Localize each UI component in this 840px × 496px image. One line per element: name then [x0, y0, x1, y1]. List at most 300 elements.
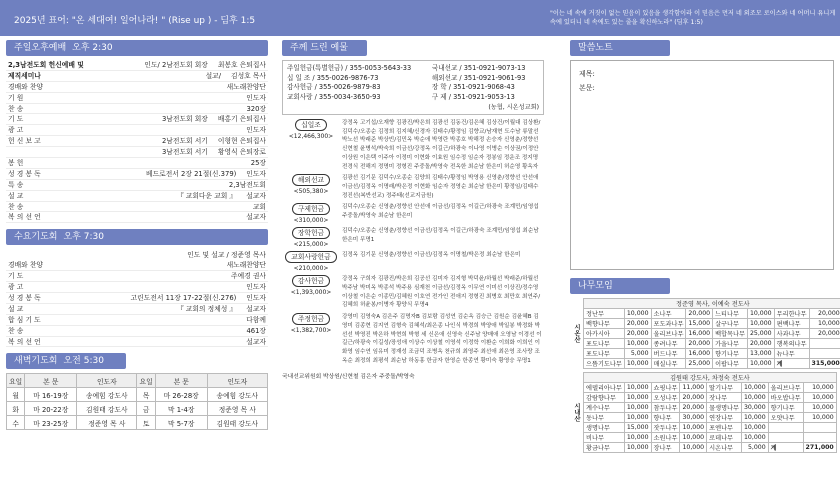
program-detail — [23, 202, 253, 212]
dawn-cell: 정준영 목 사 — [207, 402, 267, 416]
program-detail — [23, 180, 229, 190]
offering-names: 김정옥 김기문 신영춘/정향선 이금선/김정옥 이명철/박은정 최순남 한은미 — [342, 252, 521, 259]
tree-name: 소나무 — [651, 309, 686, 319]
program-detail — [23, 125, 246, 135]
bank-note: (농협, 시온성교회) — [488, 104, 539, 111]
tree-amount: 15,000 — [686, 319, 713, 329]
offering-amount: <12,466,300> — [288, 133, 334, 140]
program-row — [6, 180, 268, 191]
tree-name: 딸기나무 — [707, 383, 742, 393]
offering-names: 김덕수/오종순 신영춘/정향선 이금선/김정옥 이길근/하광숙 조계민/임영섭 최순남 한은미 무명1 — [342, 228, 539, 244]
tree-amount: 16,000 — [686, 349, 713, 359]
memo-box[interactable] — [570, 60, 834, 270]
dawn-cell: 수 — [7, 416, 25, 430]
tree-name: 종려나무 — [651, 339, 686, 349]
tree-amount: 10,000 — [742, 433, 769, 443]
tree-amount: 10,000 — [747, 319, 774, 329]
tree-name: 올리브나무 — [651, 329, 686, 339]
tree-group-table-1 — [570, 298, 840, 369]
dawn-cell: 마 16-19장 — [25, 388, 77, 402]
tree-amount: 10,000 — [624, 383, 651, 393]
table-row — [570, 433, 836, 443]
program-item: 성 경 봉 독 — [8, 169, 41, 178]
tree-amount: 5,000 — [742, 443, 769, 453]
table-row — [570, 423, 836, 433]
offering-names: 강영미 김영숙A 김은주 김명자B 김보람 김성연 김순옥 김승근 김원순 김윤혜B 김영미 김종현 김지연 김형숙 김혜석/최은종 나인식 박경희 박양애 박일봉 박정화 박선선 박영진 박은하 박현희 박형 세 신은애 신영숙 신주남 양매애 오영남 이경선 이길근/하광숙 이길성/장성애 이상수 이상철 이영석 이정학 이환순 이희화 이희인 이화영 임수연 임유미 정재성 조금덕 조병옥 천규희 최영주 최선애 최은영 조사랑 조옥순 최정희 최평석 최순남 하동홍 한금자 한영순 한종연 황미숙 황영승 무명1 — [342, 314, 542, 364]
offering-names: 김덕수/오종순 신영춘/정향선 안선애 이금선/김정옥 이길근/하광숙 조계민/임영섭 주중돌/박영숙 최순남 한은미 — [342, 204, 539, 220]
tree-amount: 20,000 — [624, 329, 651, 339]
account-box — [282, 60, 544, 115]
middle-column — [282, 40, 544, 380]
tree-amount: 10,000 — [803, 383, 836, 393]
tree-group-header: 나무모임 — [570, 278, 670, 294]
tree-amount: 13,000 — [747, 349, 774, 359]
offering-amount: <215,000> — [293, 241, 329, 249]
program-row — [6, 260, 268, 271]
sunday-service-program — [6, 60, 268, 223]
offering-type-badge: 주정헌금 — [292, 313, 330, 325]
dawn-cell: 마 23-25장 — [25, 416, 77, 430]
program-item: 2,3남전도회 헌신예배 및 — [8, 61, 84, 69]
tree-name: 가을나무 — [713, 339, 748, 349]
offering-names: 김광선 김기문 김덕수/오종순 김양희 김태수/황정임 박영용 신영춘/정향선 안선애 이금선/김정옥 이명래/박은정 이현화 임순자 정영순 최순남 한은미 황정임/김태수 정진선(복반선교) 정주태(선교지금원) — [342, 175, 539, 199]
tree-name: 쇼핑나무 — [651, 383, 680, 393]
program-person: 새노래찬양단 — [226, 261, 266, 270]
tree-amount: 25,000 — [686, 359, 713, 369]
table-row — [570, 443, 836, 453]
program-person: 최봉호 은퇴집사 — [217, 61, 266, 69]
tree-amount: 10,000 — [624, 393, 651, 403]
tree-group-name: 시온산 — [573, 324, 580, 343]
program-person: 설교자 — [246, 304, 266, 313]
program-row — [6, 191, 268, 202]
program-detail: 고린도전서 11장 17-22절(신.276) — [130, 294, 237, 303]
tree-name: 에델리아나무 — [584, 383, 625, 393]
tree-name: 편백나무 — [774, 319, 809, 329]
program-person: 인도자 — [246, 126, 266, 135]
tree-amount: 10,000 — [742, 393, 769, 403]
tree-amount: 30,000 — [680, 413, 707, 423]
program-detail: 3남전도회 서기 — [161, 148, 208, 157]
tree-group-leaders: 김원태 강도사, 차정숙 전도사 — [584, 373, 837, 383]
tree-amount: 10,000 — [742, 423, 769, 433]
program-row — [6, 282, 268, 293]
offering-entry — [282, 203, 544, 224]
program-person: 설교자 — [246, 191, 266, 200]
program-row — [6, 271, 268, 282]
table-row — [570, 413, 836, 423]
program-detail: 설교/ — [205, 71, 221, 80]
tree-name: 백합목나무 — [713, 329, 748, 339]
dawn-cell: 막 5-7장 — [155, 416, 207, 430]
program-row — [6, 202, 268, 213]
table-row — [570, 309, 840, 319]
program-person: 설교자 — [246, 213, 266, 222]
tree-name: 아카시아 — [584, 329, 625, 339]
offering-entry — [282, 174, 544, 200]
tree-name: 포도나무 — [584, 339, 625, 349]
dawn-column-header: 본 문 — [25, 374, 77, 388]
program-detail: 『 교회의 정체성 』 — [176, 304, 237, 313]
tree-amount: 11,000 — [680, 383, 707, 393]
program-person: 인도자 — [246, 169, 266, 178]
program-person: 김성호 목사 — [231, 71, 266, 80]
program-item: 설 교 — [8, 304, 24, 313]
program-detail — [23, 104, 246, 114]
year-motto: 2025년 표어: "온 세대여! 일어나라! " (Rise up ) - 딤후 1:5 — [14, 16, 256, 26]
top-banner — [0, 0, 840, 36]
tree-amount: 10,000 — [624, 359, 651, 369]
tree-name: 연장나무 — [707, 413, 742, 423]
program-person: 배홍기 은퇴집사 — [217, 115, 266, 124]
tree-amount: 10,000 — [803, 403, 836, 413]
table-row — [570, 319, 840, 329]
program-detail — [23, 93, 246, 103]
tree-amount: 10,000 — [803, 393, 836, 403]
dawn-column-header: 본 문 — [155, 374, 207, 388]
tree-amount: 271,000 — [803, 443, 836, 453]
tree-name: 잣두나무 — [651, 423, 680, 433]
account-row — [287, 64, 539, 74]
program-detail: 3남전도회 회장 — [161, 115, 208, 124]
program-person: 다함께 — [246, 315, 266, 324]
domestic-mission-note: 국내선교위원회 박상원/신현철 김은자 주중돌/박영숙 — [282, 374, 415, 381]
tree-name: 살구나무 — [713, 319, 748, 329]
account-row — [287, 74, 539, 84]
program-person: 320장 — [246, 104, 266, 113]
table-row — [570, 383, 836, 393]
tree-amount: 20,000 — [686, 339, 713, 349]
program-row — [6, 104, 268, 115]
dawn-cell: 금 — [137, 402, 155, 416]
tree-name: 바오밥나무 — [768, 393, 803, 403]
tree-name: 매실나무 — [651, 359, 686, 369]
program-row — [6, 82, 268, 93]
account-number: 해외선교 / 351-0921-9061-93 — [431, 73, 526, 82]
program-item: 기 도 — [8, 272, 24, 281]
program-row — [6, 315, 268, 326]
program-item: 광 고 — [8, 283, 24, 292]
account-number: 국내선교 / 351-0921-9073-13 — [431, 64, 526, 72]
program-item: 광 고 — [8, 126, 24, 135]
program-detail — [41, 337, 247, 347]
tree-amount: 20,000 — [680, 403, 707, 413]
program-person: 설교자 — [246, 337, 266, 346]
program-person: 새노래찬양단 — [226, 82, 266, 91]
program-row — [6, 293, 268, 304]
offering-type-badge: 교회사랑헌금 — [285, 251, 336, 263]
tree-name: 감람향나무 — [584, 393, 625, 403]
offering-amount: <210,000> — [293, 265, 329, 273]
account-number: 장 학 / 351-0921-9068-43 — [431, 83, 515, 91]
program-detail: 인도/ 2남전도회 회장 — [144, 61, 208, 69]
program-person: 25장 — [250, 159, 266, 168]
program-person: 인도자 — [246, 283, 266, 292]
program-row — [6, 304, 268, 315]
offering-header: 주께 드린 예물 — [282, 40, 367, 56]
tree-name: 계 — [768, 443, 803, 453]
program-item: 설 교 — [8, 191, 24, 200]
tree-name: 사과나무 — [774, 329, 809, 339]
program-person: 황영식 은퇴장로 — [217, 148, 266, 157]
tree-name: 포엔나무 — [707, 423, 742, 433]
program-row — [6, 60, 268, 71]
tree-name: 포도나무 — [584, 349, 625, 359]
tree-amount: 5,000 — [624, 349, 651, 359]
tree-amount: 20,000 — [809, 329, 840, 339]
table-row — [570, 403, 836, 413]
tree-name — [768, 433, 803, 443]
program-row — [6, 158, 268, 169]
dawn-cell: 정준영 목 사 — [77, 416, 137, 430]
tree-name: 무리한나무 — [774, 309, 809, 319]
tree-amount — [809, 339, 840, 349]
tree-amount — [803, 433, 836, 443]
tree-name: 향나무 — [651, 413, 680, 423]
program-item: 특 송 — [8, 180, 24, 189]
tree-name: 행복의나무 — [774, 339, 809, 349]
tree-name: 오얏나무 — [768, 413, 803, 423]
table-row — [570, 349, 840, 359]
tree-name: 향기나무 — [713, 349, 748, 359]
tree-name — [768, 423, 803, 433]
program-item: 봉 헌 — [8, 159, 24, 168]
tree-group-leaders: 정준영 목사, 이예숙 전도사 — [584, 299, 840, 309]
offering-type-badge: 장학헌금 — [292, 227, 330, 239]
tree-name: 동나무 — [584, 413, 625, 423]
program-person: 교회 — [252, 202, 266, 211]
tree-amount: 10,000 — [624, 443, 651, 453]
program-person: 주예경 권사 — [231, 272, 266, 281]
dawn-prayer-table — [6, 373, 268, 430]
offering-amount: <310,000> — [293, 217, 329, 225]
tree-amount: 10,000 — [680, 423, 707, 433]
offering-amount: <1,393,000> — [290, 289, 332, 297]
dawn-cell: 김원태 강도사 — [207, 416, 267, 430]
account-number: 감사헌금 / 355-0026-9879-83 — [287, 83, 381, 91]
program-row — [6, 125, 268, 136]
program-detail — [43, 82, 227, 92]
memo-body-label: 본문: — [579, 84, 595, 92]
table-row — [570, 329, 840, 339]
tree-amount: 15,000 — [624, 423, 651, 433]
program-detail — [23, 271, 231, 281]
tree-name: 참두나무 — [651, 403, 680, 413]
tree-amount: 10,000 — [742, 383, 769, 393]
tree-amount: 20,000 — [747, 339, 774, 349]
dawn-cell: 송예힘 강도사 — [77, 388, 137, 402]
dawn-cell: 토 — [137, 416, 155, 430]
table-row — [7, 416, 268, 430]
tree-amount: 20,000 — [809, 309, 840, 319]
program-detail — [23, 326, 246, 336]
dawn-cell: 화 — [7, 402, 25, 416]
program-person: 이형현 은퇴집사 — [217, 137, 266, 146]
tree-amount: 20,000 — [680, 393, 707, 403]
offering-entry — [282, 227, 544, 248]
theme-verse: "이는 네 속에 거짓이 없는 믿음이 있음을 생각함이라 이 믿음은 먼저 네 외조모 로이스와 네 어머니 유니게 속에 있더니 네 속에도 있는 줄을 확신하노라" (딤후 1:5) — [550, 10, 836, 26]
wednesday-leader: 인도 및 설교 / 정준영 목사 — [187, 251, 266, 260]
dawn-column-header: 요일 — [137, 374, 155, 388]
program-row — [6, 212, 268, 223]
program-item: 찬 송 — [8, 104, 24, 113]
program-person: 인도자 — [246, 93, 266, 102]
dawn-cell: 마 26-28장 — [155, 388, 207, 402]
offering-type-badge: 십일조 — [295, 119, 327, 131]
account-number: 교회사랑 / 355-0034-3650-93 — [287, 92, 381, 101]
tree-name: 올리브나무 — [768, 383, 803, 393]
program-row — [6, 114, 268, 125]
offering-amount: <1,382,700> — [290, 327, 332, 335]
tree-amount: 10,000 — [624, 403, 651, 413]
account-number: 구 제 / 351-0921-9053-13 — [431, 92, 515, 101]
tree-amount: 10,000 — [624, 413, 651, 423]
program-detail — [43, 260, 227, 270]
tree-name: 뉴나무 — [774, 349, 809, 359]
tree-amount: 315,000 — [809, 359, 840, 369]
table-row — [570, 359, 840, 369]
dawn-cell: 송예힘 강도사 — [207, 388, 267, 402]
left-column — [6, 40, 268, 430]
offering-entry — [282, 275, 544, 310]
offering-type-badge: 감사헌금 — [292, 275, 330, 287]
offering-entry — [282, 119, 544, 171]
dawn-column-header: 인도자 — [77, 374, 137, 388]
table-row — [7, 388, 268, 402]
program-detail — [23, 158, 250, 168]
program-row — [6, 326, 268, 337]
tree-name: 황금나무 — [584, 443, 625, 453]
tree-name: 계수나무 — [584, 403, 625, 413]
program-person: 461장 — [246, 326, 266, 335]
program-detail: 베드로전서 2장 21절(신.379) — [146, 169, 237, 178]
tree-name: 백향나무 — [584, 319, 625, 329]
tree-name: 시온나무 — [707, 443, 742, 453]
tree-amount: 16,000 — [686, 329, 713, 339]
program-detail — [23, 282, 246, 292]
tree-amount: 10,000 — [624, 433, 651, 443]
tree-name: 느티나무 — [713, 309, 748, 319]
tree-name: 생명나무 — [584, 423, 625, 433]
tree-name: 비나무 — [584, 433, 625, 443]
dawn-cell: 김원태 강도사 — [77, 402, 137, 416]
program-row — [6, 136, 268, 147]
program-item: 기 도 — [8, 115, 24, 124]
program-item: 합 심 기 도 — [8, 315, 41, 324]
sunday-service-header: 주일오후예배 오후 2:30 — [6, 40, 268, 56]
program-detail — [41, 315, 247, 325]
program-row — [6, 169, 268, 180]
tree-amount: 10,000 — [747, 309, 774, 319]
program-person: 2,3남전도회 — [228, 180, 266, 189]
program-person: 인도자 — [246, 294, 266, 303]
wednesday-service-program — [6, 260, 268, 347]
program-item: 경배와 찬양 — [8, 261, 43, 270]
tree-name: 잣나무 — [707, 393, 742, 403]
tree-name: 버드나무 — [651, 349, 686, 359]
table-row — [570, 393, 836, 403]
tree-amount: 20,000 — [624, 319, 651, 329]
program-item: 헌 신 보 고 — [8, 137, 41, 146]
offering-type-badge: 구제헌금 — [292, 203, 330, 215]
tree-name: 물생명나무 — [707, 403, 742, 413]
tree-amount: 10,000 — [803, 413, 836, 423]
tree-name: 오성나무 — [651, 393, 680, 403]
program-item: 찬 송 — [8, 326, 24, 335]
program-item: 제직세미나 — [8, 71, 41, 80]
program-item: 복 의 선 언 — [8, 213, 41, 222]
tree-name: 소원나무 — [651, 433, 680, 443]
account-row — [287, 93, 539, 103]
offering-names: 강정옥 구희자 김광진/박은희 김공선 김미자 김지형 박덕윤/하월선 박래준/하월선 박주남 박미옥 박종석 박주용 심재천 이금선/김정옥 이무연 이미선 이상진/정수영 이상철 이은순 이종민/김혜원 이호연 전가인 전애지 정형진 최병호 최만호 최연주/김혜희 허윤봉/이병자 황양식 무명4 — [342, 276, 541, 309]
tree-name: 계 — [774, 359, 809, 369]
tree-name: 향기나무 — [768, 403, 803, 413]
tree-name: 포도과나무 — [651, 319, 686, 329]
program-item: 복 의 선 언 — [8, 337, 41, 346]
tree-amount: 10,000 — [742, 413, 769, 423]
program-row — [6, 93, 268, 104]
account-number: 십 일 조 / 355-0026-9876-73 — [287, 73, 379, 82]
tree-amount: 20,000 — [686, 309, 713, 319]
tree-name: 이팝나무 — [713, 359, 748, 369]
tree-amount: 10,000 — [624, 339, 651, 349]
tree-amount: 25,000 — [747, 329, 774, 339]
offering-type-badge: 해외선교 — [292, 174, 330, 186]
table-row — [7, 402, 268, 416]
offering-entry — [282, 313, 544, 365]
program-item: 성 경 봉 독 — [8, 294, 41, 303]
memo-title-label: 제목: — [579, 70, 595, 78]
tree-name: 으뜸기도나무 — [584, 359, 625, 369]
tree-group-name: 시내산 — [573, 403, 580, 422]
program-row — [6, 147, 268, 158]
tree-group-table-2 — [570, 372, 837, 453]
program-item: 기 원 — [8, 93, 24, 102]
tree-name: 장나무 — [651, 443, 680, 453]
tree-amount: 10,000 — [809, 319, 840, 329]
program-detail: 『 교회다운 교회 』 — [176, 191, 237, 200]
right-column — [570, 40, 840, 453]
program-item: 찬 송 — [8, 202, 24, 211]
dawn-cell: 마 20-22장 — [25, 402, 77, 416]
memo-header: 말씀노트 — [570, 40, 670, 56]
offering-list — [282, 119, 544, 365]
wednesday-service-header: 수요기도회 오후 7:30 — [6, 229, 268, 245]
dawn-column-header: 요일 — [7, 374, 25, 388]
program-row — [6, 337, 268, 348]
program-row — [6, 71, 268, 82]
dawn-prayer-header: 새벽기도회 오전 5:30 — [6, 353, 126, 369]
tree-amount — [809, 349, 840, 359]
program-detail — [41, 212, 247, 222]
offering-amount: <505,380> — [293, 188, 329, 196]
account-row — [287, 83, 539, 93]
program-detail: 2남전도회 서기 — [161, 137, 208, 146]
tree-name: 정난무 — [584, 309, 625, 319]
tree-amount: 10,000 — [624, 309, 651, 319]
account-number: 주일헌금(특별헌금) / 355-0053-5643-33 — [287, 64, 412, 72]
dawn-column-header: 인도자 — [207, 374, 267, 388]
tree-amount: 30,000 — [742, 403, 769, 413]
dawn-cell: 월 — [7, 388, 25, 402]
tree-name: 로데나무 — [707, 433, 742, 443]
table-row — [570, 339, 840, 349]
offering-names: 강정옥 고기섭/오재향 김광진/박은희 김광선 김동건/김은혜 김상건/이월대 김상환/ 김덕수/오종순 김정희 김지혜/신경자 김태수/황정임 김향교/남재현 도수남 류말선 박노선 박래준 박상빈/김민옥 박순애 박영란 박종호 박해정 손승자 신영춘/정향선 신현철 윤병석/박숙희 이금선/강정옥 이길근/하광숙 이나영 이병순 이상권/이정안 이상원 이은택 이주아 이정미 이현화 이효원 임수정 임순자 정봉임 정운조 정지명 전경식 전해지 정명미 정형진 주중돌/박영숙 전옥한 최순남 한은미 허순영 황옥자 — [342, 120, 541, 170]
offering-entry — [282, 251, 544, 272]
tree-amount — [803, 423, 836, 433]
program-item: 경배와 찬양 — [8, 82, 43, 91]
tree-amount: 10,000 — [680, 433, 707, 443]
